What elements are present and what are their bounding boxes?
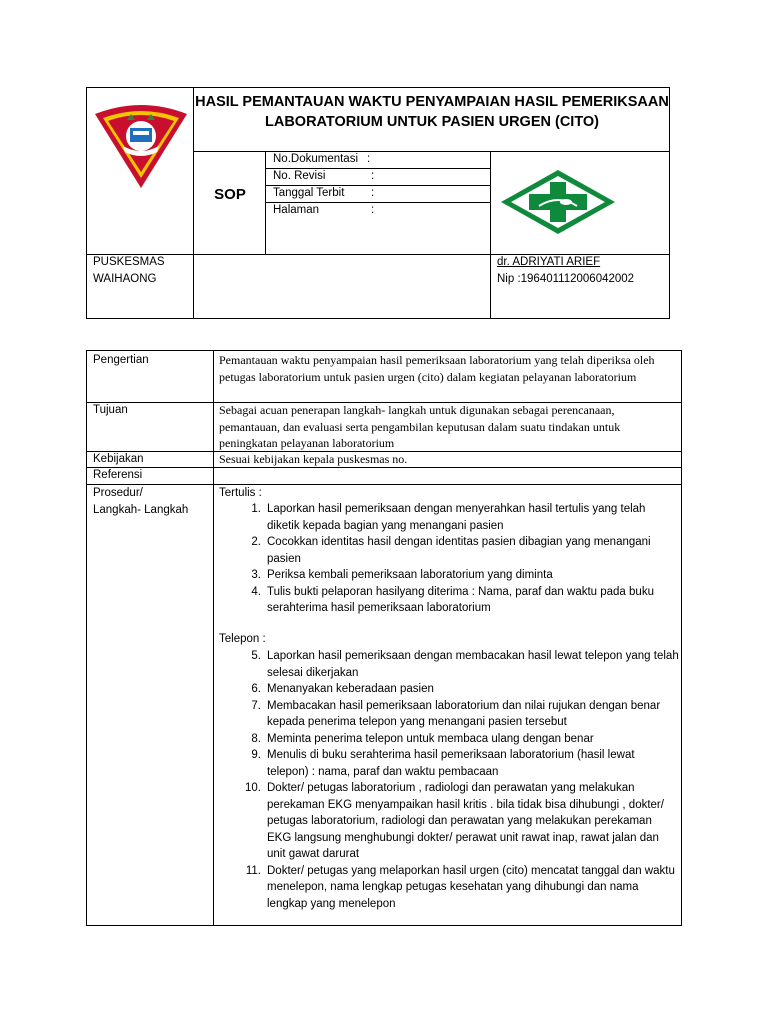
step-number: 2. [251,536,261,548]
doc-field-tanggal-terbit [267,185,487,202]
row-label-prosedur [93,485,211,518]
tertulis-steps-list [219,501,679,617]
sop-header-table [86,87,670,319]
step-text: Membacakan hasil pemeriksaan laboratorium dan nilai rujukan dengan benar kepada penerima telepon yang menangani pasien tersebut [267,699,661,728]
step-number: 7. [251,699,261,712]
list-item [219,584,679,617]
puskesmas-cross-icon [499,168,617,236]
step-text: Dokter/ petugas laboratorium , radiologi dan perawatan yang melakukan perekaman EKG menyampaikan hasil kritis . bila tidak bisa dihubungi , dokter/ petugas laboratorium, radiologi dan perawatan yang melakukan perekaman EKG langsung menghubungi dokter/ perawat unit rawat inap, rawat jalan dan unit gawat darurat [267,782,664,860]
row-value-kebijakan: Sesuai kebijakan kepala puskesmas no. [219,452,408,466]
doc-field-dokumentasi [267,151,487,168]
step-number: 10. [245,782,261,794]
step-text: Meminta penerima telepon untuk membaca ulang dengan benar [267,732,594,745]
step-text: Laporkan hasil pemeriksaan dengan menyerahkan hasil tertulis yang telah diketik kepada bagian yang menangani pasien [267,503,646,532]
doc-field-label: Halaman [273,204,320,216]
row-label-referensi: Referensi [93,469,143,481]
step-text: Menanyakan keberadaan pasien [267,683,434,695]
list-item [219,567,679,584]
row-value-tujuan: Sebagai acuan penerapan langkah- langkah untuk digunakan sebagai perencanaan, pemantauan, dan evaluasi serta pengambilan keputusan dalam suatu tindakan untuk peningkatan pelayanan laboratorium [219,403,621,450]
list-item [219,501,679,534]
row-value-pengertian: Pemantauan waktu penyampaian hasil pemeriksaan laboratorium yang telah diperiksa oleh petugas laboratorium untuk pasien urgen (cito) dalam kegiatan pelayanan laboratorium [219,353,655,384]
step-number: 6. [251,683,261,695]
row-label-tujuan: Tujuan [93,404,128,416]
list-item [219,698,679,731]
step-text: Dokter/ petugas yang melaporkan hasil urgen (cito) mencatat tanggal dan waktu menelepon, nama lengkap petugas kesehatan yang dihubungi dan nama lengkap yang menelepon [267,864,675,910]
list-item [219,780,679,863]
institution-line: PUSKESMAS [93,256,165,268]
step-text: Tulis bukti pelaporan hasilyang diterima : Nama, paraf dan waktu pada buku serahterima hasil pemeriksaan laboratorium [267,585,654,614]
row-label-line: Langkah- Langkah [93,503,189,516]
step-number: 8. [251,732,261,745]
signer-name: dr. ADRIYATI ARIEF [497,256,601,268]
list-item [219,731,679,748]
institution-line: WAIHAONG [93,273,157,285]
step-text: Laporkan hasil pemeriksaan dengan membacakan hasil lewat telepon yang telah selesai dikerjakan [267,650,679,679]
row-label-pengertian: Pengertian [93,354,149,366]
step-number: 11. [245,864,261,877]
doc-field-colon: : [367,153,371,165]
row-label-line: Prosedur/ [93,487,143,499]
row-label-kebijakan: Kebijakan [93,453,144,465]
header-divider [193,88,194,318]
doc-field-label: Tanggal Terbit [273,187,345,199]
doc-field-colon: : [371,170,375,182]
section-title-tertulis: Tertulis : [219,487,262,499]
step-number: 9. [251,749,261,761]
signer-block [497,254,667,288]
step-number: 4. [251,585,261,598]
section-title-telepon: Telepon : [219,633,266,645]
doc-field-halaman [267,202,487,219]
signer-nip: Nip :196401112006042002 [497,273,635,285]
telepon-steps-list [219,648,679,912]
list-item [219,747,679,780]
list-item [219,863,679,913]
document-title: HASIL PEMANTAUAN WAKTU PENYAMPAIAN HASIL PEMERIKSAAN LABORATORIUM UNTUK PASIEN URGEN (CITO) [195,94,669,130]
step-text: Menulis di buku serahterima hasil pemeriksaan laboratorium (hasil lewat telepon) : nama, paraf dan waktu pembacaan [267,749,635,778]
institution-name [93,254,193,288]
doc-field-colon: : [371,187,375,199]
list-item [219,534,679,567]
doc-field-label: No. Revisi [273,170,326,182]
regional-emblem-icon [93,100,189,192]
list-item [219,648,679,681]
table-divider [213,351,214,925]
sop-content-table [86,350,682,926]
step-number: 1. [251,503,261,515]
list-item [219,681,679,698]
step-number: 3. [251,569,261,581]
doc-field-colon: : [371,204,375,216]
step-number: 5. [251,650,261,662]
step-text: Periksa kembali pemeriksaan laboratorium yang diminta [267,569,553,581]
doc-field-label: No.Dokumentasi [273,153,359,165]
header-divider [490,151,491,318]
step-text: Cocokkan identitas hasil dengan identitas pasien dibagian yang menangani pasien [267,536,651,565]
sop-label: SOP [214,186,246,203]
doc-field-revisi [267,168,487,185]
